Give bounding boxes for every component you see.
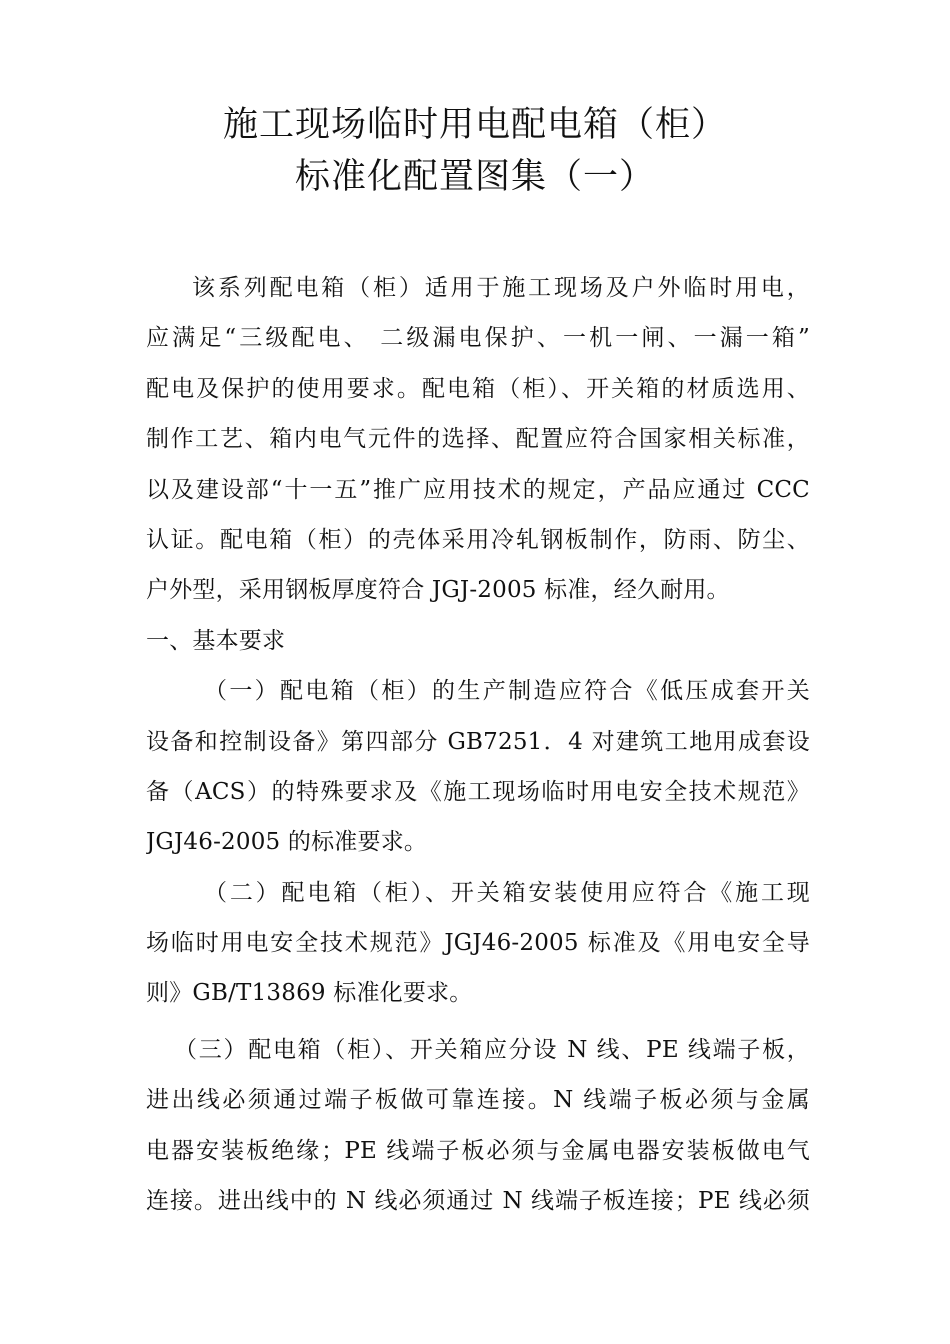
item-line: （二）配电箱（柜）、开关箱安装使用应符合《施工现: [204, 879, 810, 906]
intro-line: 以及建设部“十一五”推广应用技术的规定，产品应通过 CCC: [146, 476, 810, 503]
requirement-item-1: [146, 666, 810, 868]
intro-line: 认证。配电箱（柜）的壳体采用冷轧钢板制作，防雨、防尘、: [146, 526, 810, 553]
item-line: JGJ46-2005 的标准要求。: [146, 829, 428, 856]
item-line: 场临时用电安全技术规范》JGJ46-2005 标准及《用电安全导: [146, 930, 810, 957]
requirement-item-2: [146, 868, 810, 1019]
item-line: 进出线必须通过端子板做可靠连接。N 线端子板必须与金属: [146, 1087, 810, 1114]
intro-line: 配电及保护的使用要求。配电箱（柜）、开关箱的材质选用、: [146, 375, 810, 402]
item-line: 则》GB/T13869 标准化要求。: [146, 980, 473, 1007]
item-line: （一）配电箱（柜）的生产制造应符合《低压成套开关: [204, 678, 810, 705]
document-body: [146, 263, 810, 1226]
item-line: 备（ACS）的特殊要求及《施工现场临时用电安全技术规范》: [146, 778, 810, 805]
intro-line: 应满足“三级配电、 二级漏电保护、一机一闸、一漏一箱”: [146, 325, 810, 352]
document-title-line-1: 施工现场临时用电配电箱（柜）: [222, 105, 727, 145]
intro-line: 该系列配电箱（柜）适用于施工现场及户外临时用电，: [192, 275, 810, 301]
section-heading: 一、基本要求: [146, 627, 286, 654]
intro-line: 户外型，采用钢板厚度符合 JGJ-2005 标准，经久耐用。: [146, 577, 730, 604]
document-title-line-2: 标准化配置图集（一）: [294, 157, 655, 197]
item-line: 连接。进出线中的 N 线必须通过 N 线端子板连接；PE 线必须: [146, 1188, 810, 1215]
item-line: 电器安装板绝缘；PE 线端子板必须与金属电器安装板做电气: [146, 1137, 810, 1164]
item-line: （三）配电箱（柜）、开关箱应分设 N 线、PE 线端子板，: [174, 1036, 810, 1063]
intro-paragraph: [146, 263, 810, 616]
intro-line: 制作工艺、箱内电气元件的选择、配置应符合国家相关标准，: [146, 426, 810, 453]
requirement-item-3: [146, 1025, 810, 1227]
item-line: 设备和控制设备》第四部分 GB7251．4 对建筑工地用成套设: [146, 728, 810, 755]
